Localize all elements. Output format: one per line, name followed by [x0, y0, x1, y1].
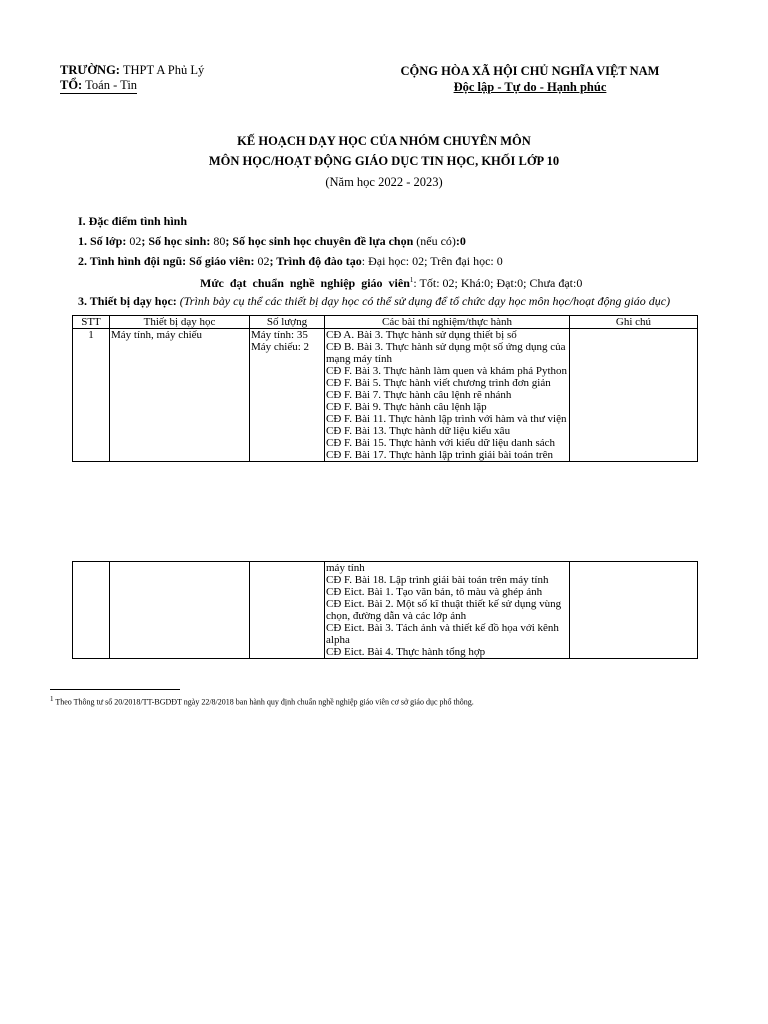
- group-label: TỔ:: [60, 78, 83, 92]
- quantity-projectors: Máy chiếu: 2: [251, 341, 310, 353]
- lesson-item: CĐ Eict. Bài 3. Tách ảnh và thiết kế đồ họa với kênh alpha: [326, 622, 559, 646]
- lesson-item: máy tính: [326, 562, 365, 574]
- lesson-item: CĐ F. Bài 15. Thực hành với kiểu dữ liệu danh sách: [326, 437, 555, 449]
- class-student-info: [78, 233, 466, 249]
- students-label: ; Số học sinh:: [141, 234, 211, 248]
- header-quantity: Số lượng: [250, 316, 325, 329]
- lesson-item: CĐ F. Bài 11. Thực hành lập trình với hàm và thư viện: [326, 413, 567, 425]
- quantity-computers: Máy tính: 35: [251, 329, 308, 341]
- group-info: [60, 78, 137, 94]
- staff-info: [78, 253, 503, 269]
- row-lessons: [325, 562, 570, 659]
- elective-label: ; Số học sinh học chuyên đề lựa chọn: [225, 234, 414, 248]
- group-name: Toán - Tin: [85, 78, 138, 92]
- lesson-item: CĐ B. Bài 3. Thực hành sử dụng một số ứng dụng của mạng máy tính: [326, 341, 566, 365]
- lesson-item: CĐ Eict. Bài 4. Thực hành tổng hợp: [326, 646, 486, 658]
- table-row: [73, 329, 698, 462]
- row-note: [570, 329, 698, 462]
- lesson-item: CĐ F. Bài 5. Thực hành viết chương trình đơn giản: [326, 377, 551, 389]
- students-value: 80: [210, 234, 226, 248]
- row-device: [110, 562, 250, 659]
- country-name: CỘNG HÒA XÃ HỘI CHỦ NGHĨA VIỆT NAM: [400, 64, 660, 78]
- lesson-item: CĐ Eict. Bài 1. Tạo văn bản, tô màu và ghép ảnh: [326, 586, 543, 598]
- school-info: [60, 63, 204, 94]
- standard-values: : Tốt: 02; Khá:0; Đạt:0; Chưa đạt:0: [413, 276, 583, 290]
- header-stt: STT: [73, 316, 110, 329]
- row-stt: [73, 562, 110, 659]
- lesson-item: CĐ F. Bài 9. Thực hành câu lệnh lặp: [326, 401, 487, 413]
- row-lessons: [325, 329, 570, 462]
- table-row: [73, 562, 698, 659]
- standard-label: Mức đạt chuẩn nghề nghiệp giáo viên: [200, 276, 410, 290]
- equipment-table-continued: [72, 561, 698, 659]
- equipment-note: (Trình bày cụ thể các thiết bị dạy học có thể sử dụng để tổ chức dạy học môn học/hoạt động giáo dục): [176, 294, 671, 308]
- standard-info: [200, 272, 582, 291]
- table-header-row: [73, 316, 698, 329]
- row-note: [570, 562, 698, 659]
- lesson-item: CĐ Eict. Bài 2. Một số kĩ thuật thiết kế sử dụng vùng chọn, đường dẫn và các lớp ảnh: [326, 598, 562, 622]
- teachers-label: 2. Tình hình đội ngũ: Số giáo viên:: [78, 254, 255, 268]
- lesson-item: CĐ F. Bài 7. Thực hành câu lệnh rẽ nhánh: [326, 389, 512, 401]
- footnote-ref: 1: [409, 276, 414, 284]
- document-subtitle: MÔN HỌC/HOẠT ĐỘNG GIÁO DỤC TIN HỌC, KHỐI LỚP 10: [208, 154, 560, 168]
- national-motto: Độc lập - Tự do - Hạnh phúc: [453, 80, 607, 94]
- header-device: Thiết bị dạy học: [110, 316, 250, 329]
- footnote: [50, 694, 474, 708]
- header-lessons: Các bài thí nghiệm/thực hành: [325, 316, 570, 329]
- lesson-item: CĐ F. Bài 13. Thực hành dữ liệu kiểu xâu: [326, 425, 511, 437]
- lesson-item: CĐ F. Bài 17. Thực hành lập trình giải bài toán trên: [326, 449, 553, 461]
- national-header: [380, 63, 680, 95]
- section-heading: I. Đặc điểm tình hình: [78, 214, 188, 228]
- row-quantity: [250, 329, 325, 462]
- elective-value: :0: [455, 234, 466, 248]
- school-label: TRƯỜNG:: [60, 63, 120, 77]
- footnote-divider: [50, 689, 180, 690]
- school-year: (Năm học 2022 - 2023): [325, 175, 443, 189]
- training-value: : Đại học: 02; Trên đại học: 0: [361, 254, 503, 268]
- row-device: Máy tính, máy chiếu: [110, 329, 250, 462]
- lesson-item: CĐ F. Bài 18. Lập trình giải bài toán trên máy tính: [326, 574, 549, 586]
- equipment-table: [72, 315, 698, 462]
- footnote-text: Theo Thông tư số 20/2018/TT-BGDĐT ngày 22/8/2018 ban hành quy định chuẩn nghề nghiệp giáo viên cơ sở giáo dục phổ thông.: [53, 697, 474, 707]
- classes-value: 02: [126, 234, 142, 248]
- classes-label: 1. Số lớp:: [78, 234, 127, 248]
- footnote-number: 1: [50, 695, 54, 703]
- teachers-value: 02: [254, 254, 270, 268]
- lesson-item: CĐ F. Bài 3. Thực hành làm quen và khám phá Python: [326, 365, 568, 377]
- lesson-item: CĐ A. Bài 3. Thực hành sử dụng thiết bị số: [326, 329, 517, 341]
- equipment-heading: [78, 293, 670, 309]
- document-title: KẾ HOẠCH DẠY HỌC CỦA NHÓM CHUYÊN MÔN: [237, 134, 531, 148]
- row-stt: 1: [73, 329, 110, 462]
- header-notes: Ghi chú: [570, 316, 698, 329]
- training-label: ; Trình độ đào tạo: [269, 254, 362, 268]
- school-name: THPT A Phủ Lý: [122, 63, 205, 77]
- elective-note: (nếu có): [413, 234, 456, 248]
- row-quantity: [250, 562, 325, 659]
- equipment-label: 3. Thiết bị dạy học:: [78, 294, 177, 308]
